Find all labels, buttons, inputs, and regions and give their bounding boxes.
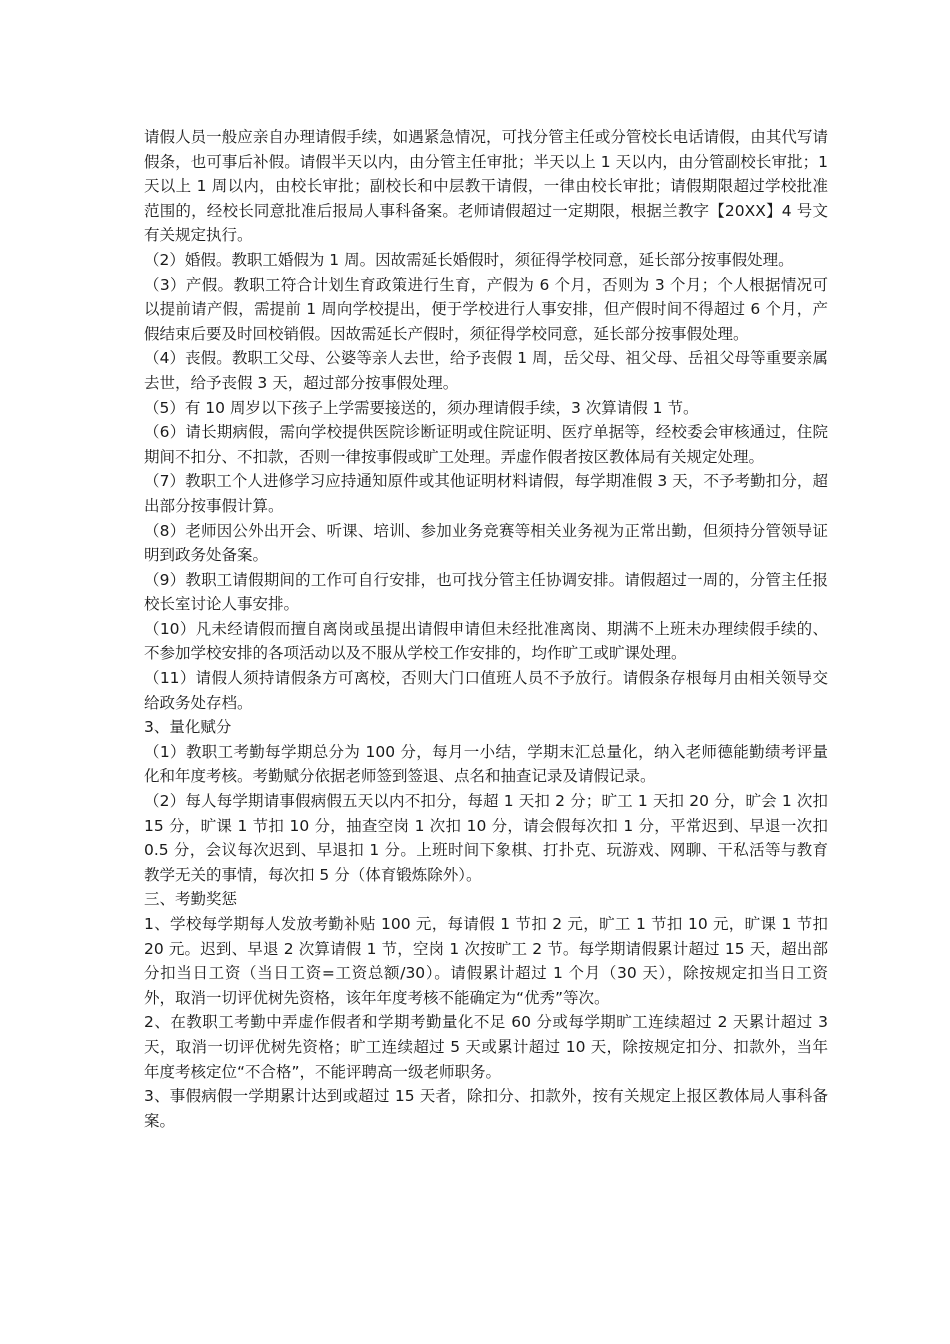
paragraph-funeral-leave: （4）丧假。教职工父母、公婆等亲人去世，给予丧假 1 周，岳父母、祖父母、岳祖父母等重要亲属去世，给予丧假 3 天，超过部分按事假处理。 bbox=[144, 349, 828, 392]
paragraph-leave-procedure: 请假人员一般应亲自办理请假手续，如遇紧急情况，可找分管主任或分管校长电话请假，由其代写请假条，也可事后补假。请假半天以内，由分管主任审批；半天以上 1 天以内，由分管副校长审批；1 天以上 1 周以内，由校长审批；副校长和中层教干请假，一律由校长审批；请假期限超过学校批准范围的，经校长同意批准后报局人事科备案。老师请假超过一定期限，根据兰教字【20XX】4 号文有关规定执行。 bbox=[144, 128, 828, 245]
document-page bbox=[144, 125, 828, 1133]
paragraph-leave-slip: （11）请假人须持请假条方可离校，否则大门口值班人员不予放行。请假条存根每月由相关领导交给政务处存档。 bbox=[144, 669, 828, 712]
paragraph-work-arrangement: （9）教职工请假期间的工作可自行安排，也可找分管主任协调安排。请假超过一周的，分管主任报校长室讨论人事安排。 bbox=[144, 570, 828, 614]
paragraph-child-pickup: （5）有 10 周岁以下孩子上学需要接送的，须办理请假手续，3 次算请假 1 节。 bbox=[144, 398, 699, 417]
paragraph-scoring-deductions: （2）每人每学期请事假病假五天以内不扣分，每超 1 天扣 2 分；旷工 1 天扣 20 分，旷会 1 次扣 15 分，旷课 1 节扣 10 分，抽查空岗 1 次扣 10 分，请会假每次扣 1 分，平常迟到、早退一次扣 0.5 分，会议每次迟到、早退扣 1 分。上班时间下象棋、打扑克、玩游戏、网聊、干私活等与教育教学无关的事情，每次扣 5 分（体育锻炼除外）。 bbox=[144, 792, 828, 884]
paragraph-disqualification: 2、在教职工考勤中弄虚作假者和学期考勤量化不足 60 分或每学期旷工连续超过 2 天累计超过 3 天，取消一切评优树先资格；旷工连续超过 5 天或累计超过 10 天，除按规定扣分、扣款外，当年年度考核定位“不合格”，不能评聘高一级老师职务。 bbox=[144, 1013, 828, 1081]
paragraph-marriage-leave: （2）婚假。教职工婚假为 1 周。因故需延长婚假时，须征得学校同意，延长部分按事假处理。 bbox=[144, 250, 794, 269]
paragraph-official-absence: （8）老师因公外出开会、听课、培训、参加业务竞赛等相关业务视为正常出勤，但须持分管领导证明到政务处备案。 bbox=[144, 521, 828, 565]
paragraph-report-filing: 3、事假病假一学期累计达到或超过 15 天者，除扣分、扣款外，按有关规定上报区教体局人事科备案。 bbox=[144, 1087, 828, 1130]
section-heading-rewards-penalties: 三、考勤奖惩 bbox=[144, 890, 238, 909]
paragraph-maternity-leave: （3）产假。教职工符合计划生育政策进行生育，产假为 6 个月，否则为 3 个月；个人根据情况可以提前请产假，需提前 1 周向学校提出，便于学校进行人事安排，但产假时间不得超过 6 个月，产假结束后要及时回校销假。因故需延长产假时，须征得学校同意，延长部分按事假处理。 bbox=[144, 275, 828, 343]
paragraph-study-leave: （7）教职工个人进修学习应持通知原件或其他证明材料请假，每学期准假 3 天，不予考勤扣分，超出部分按事假计算。 bbox=[144, 472, 828, 515]
paragraph-scoring-total: （1）教职工考勤每学期总分为 100 分，每月一小结，学期末汇总量化，纳入老师德能勤绩考评量化和年度考核。考勤赋分依据老师签到签退、点名和抽查记录及请假记录。 bbox=[144, 742, 828, 786]
paragraph-unauthorized-absence: （10）凡未经请假而擅自离岗或虽提出请假申请但未经批准离岗、期满不上班未办理续假手续的、不参加学校安排的各项活动以及不服从学校工作安排的，均作旷工或旷课处理。 bbox=[144, 619, 828, 663]
paragraph-attendance-subsidy: 1、学校每学期每人发放考勤补贴 100 元，每请假 1 节扣 2 元，旷工 1 节扣 10 元，旷课 1 节扣 20 元。迟到、早退 2 次算请假 1 节，空岗 1 次按旷工 2 节。每学期请假累计超过 15 天，超出部分扣当日工资（当日工资=工资总额/30）。请假累计超过 1 个月（30 天），除按规定扣当日工资外，取消一切评优树先资格，该年年度考核不能确定为“优秀”等次。 bbox=[144, 915, 828, 1007]
paragraph-sick-leave: （6）请长期病假，需向学校提供医院诊断证明或住院证明、医疗单据等，经校委会审核通过，住院期间不扣分、不扣款，否则一律按事假或旷工处理。弄虚作假者按区教体局有关规定处理。 bbox=[144, 423, 828, 466]
section-heading-scoring: 3、量化赋分 bbox=[144, 718, 232, 737]
